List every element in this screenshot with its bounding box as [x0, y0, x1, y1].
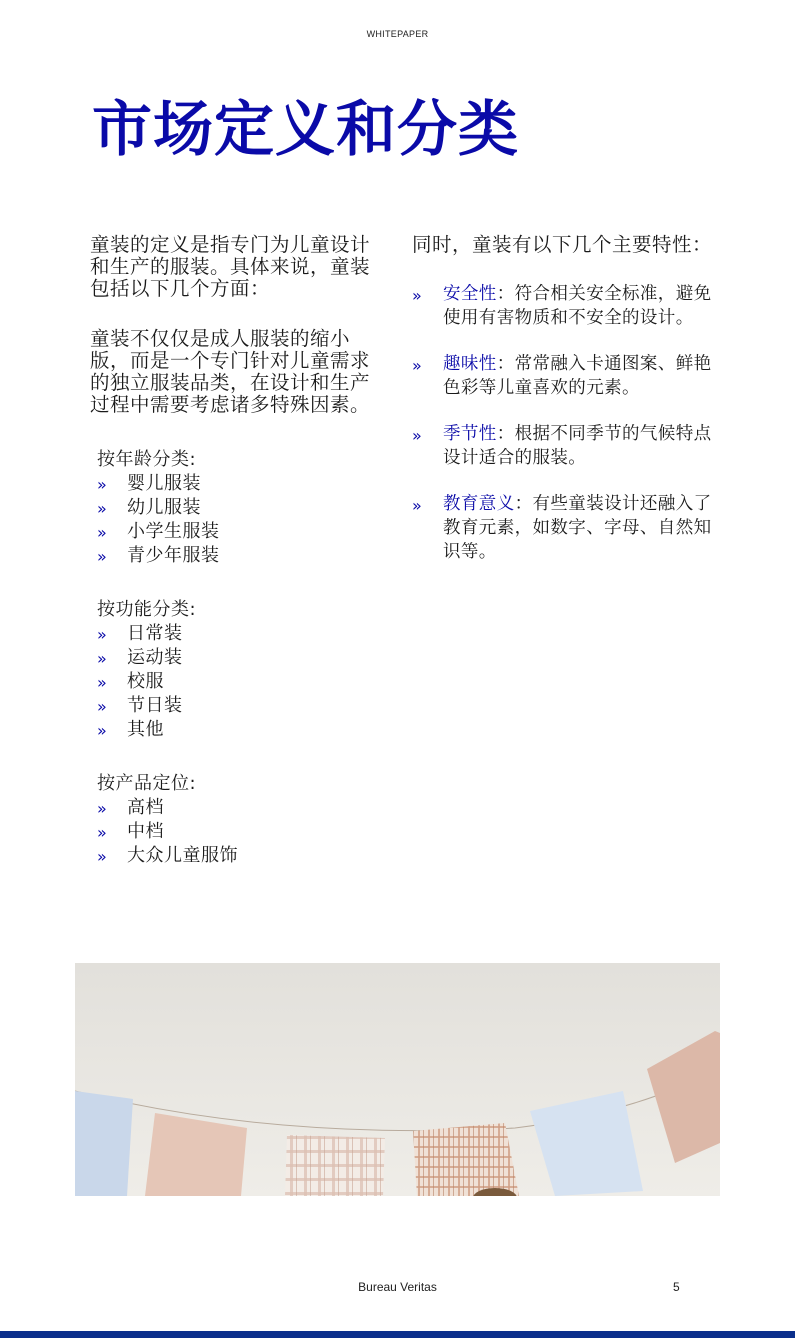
list-item	[97, 622, 376, 646]
chevron-right-icon: »	[97, 823, 108, 842]
feature-term: 趣味性	[443, 354, 497, 374]
chevron-right-icon: »	[97, 523, 108, 542]
feature-text: ：符合相关安全标准，避免使用有害物质和不安全的设计。	[443, 284, 712, 328]
list-item-label: 节日装	[127, 695, 183, 716]
list-item	[97, 718, 376, 742]
bunting-photo	[75, 963, 720, 1196]
chevron-right-icon: »	[412, 496, 423, 515]
feature-item	[412, 492, 712, 564]
list-item-label: 幼儿服装	[127, 497, 201, 518]
feature-item	[412, 282, 712, 330]
list-item	[97, 496, 376, 520]
category-positioning	[97, 772, 376, 868]
feature-text: ：有些童装设计还融入了教育元素，如数字、字母、自然知识等。	[443, 494, 712, 562]
chevron-right-icon: »	[412, 356, 423, 375]
chevron-right-icon: »	[97, 649, 108, 668]
category-heading: 按功能分类:	[97, 599, 197, 620]
chevron-right-icon: »	[97, 673, 108, 692]
feature-text: ：根据不同季节的气候特点设计适合的服装。	[443, 424, 712, 468]
chevron-right-icon: »	[97, 799, 108, 818]
list-item	[97, 670, 376, 694]
feature-list	[412, 282, 712, 564]
chevron-right-icon: »	[97, 499, 108, 518]
list-item-label: 其他	[127, 719, 164, 740]
list-item-label: 小学生服装	[127, 521, 220, 542]
description-paragraph: 童装不仅仅是成人服装的缩小版，而是一个专门针对儿童需求的独立服装品类，在设计和生产过程中需要考虑诸多特殊因素。	[90, 327, 371, 416]
feature-term: 教育意义	[443, 494, 515, 514]
list-item	[97, 472, 376, 496]
chevron-right-icon: »	[97, 475, 108, 494]
list-item-label: 婴儿服装	[127, 473, 201, 494]
chevron-right-icon: »	[97, 625, 108, 644]
bunting-illustration	[75, 963, 720, 1196]
list-item-label: 运动装	[127, 647, 183, 668]
list-item-label: 高档	[127, 797, 164, 818]
list-item-label: 大众儿童服饰	[127, 845, 238, 866]
chevron-right-icon: »	[97, 547, 108, 566]
category-list	[97, 796, 376, 868]
chevron-right-icon: »	[412, 426, 423, 445]
intro-paragraph: 童装的定义是指专门为儿童设计和生产的服装。具体来说，童装包括以下几个方面：	[90, 233, 371, 300]
page-title: 市场定义和分类	[92, 95, 519, 165]
list-item	[97, 820, 376, 844]
list-item	[97, 520, 376, 544]
header-label: WHITEPAPER	[366, 29, 429, 39]
category-list	[97, 472, 376, 568]
chevron-right-icon: »	[97, 697, 108, 716]
category-function	[97, 598, 376, 742]
feature-term: 安全性	[443, 284, 497, 304]
feature-item	[412, 422, 712, 470]
feature-item	[412, 352, 712, 400]
list-item	[97, 646, 376, 670]
right-column	[412, 234, 712, 586]
list-item-label: 校服	[127, 671, 164, 692]
feature-text: ：常常融入卡通图案、鲜艳色彩等儿童喜欢的元素。	[443, 354, 712, 398]
bottom-accent-bar	[0, 1331, 795, 1338]
list-item	[97, 694, 376, 718]
list-item-label: 青少年服装	[127, 545, 220, 566]
page-number: 5	[673, 1280, 680, 1294]
category-heading: 按年龄分类:	[97, 449, 197, 470]
category-list	[97, 622, 376, 742]
chevron-right-icon: »	[97, 721, 108, 740]
category-heading: 按产品定位:	[97, 773, 197, 794]
list-item-label: 中档	[127, 821, 164, 842]
list-item	[97, 796, 376, 820]
category-age	[97, 448, 376, 568]
footer-company: Bureau Veritas	[358, 1280, 437, 1294]
chevron-right-icon: »	[97, 847, 108, 866]
list-item-label: 日常装	[127, 623, 183, 644]
features-intro: 同时，童装有以下几个主要特性：	[412, 233, 713, 256]
chevron-right-icon: »	[412, 286, 423, 305]
left-column	[90, 234, 376, 868]
list-item	[97, 844, 376, 868]
list-item	[97, 544, 376, 568]
feature-term: 季节性	[443, 424, 497, 444]
